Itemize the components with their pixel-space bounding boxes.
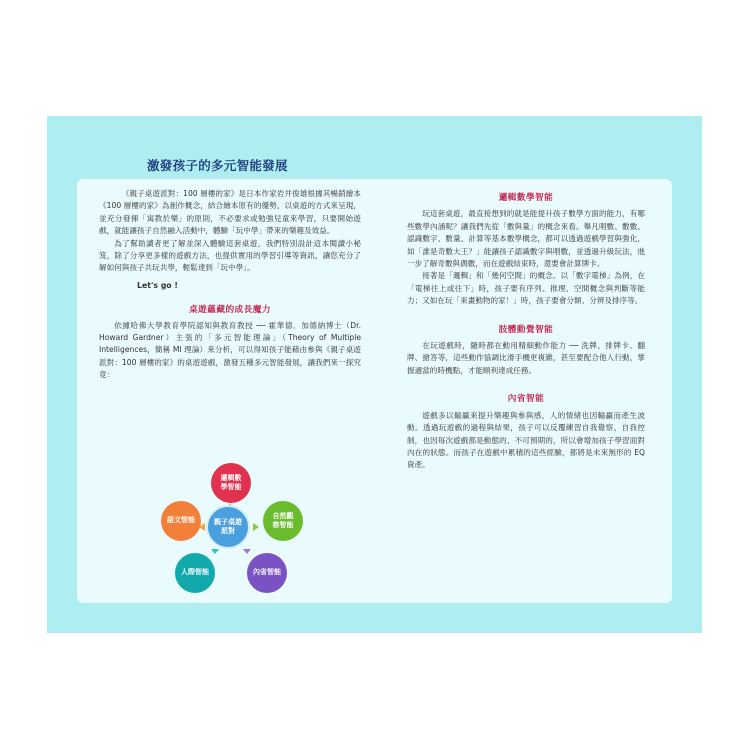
- logic-math-paragraph-2: 接著是「邏輯」和「幾何空間」的概念。以「數字電梯」為例，在「電梯往上或往下」時，孩子要有序列、推理、空間概念與判斷等能力；又如在玩「來畫動物的家！」時，孩子要會分類、分辨及排序等。: [407, 271, 645, 306]
- intrapersonal-label: 內省智能: [253, 568, 281, 577]
- language-bubble: [161, 501, 201, 541]
- arrow-down-left-icon: [211, 549, 219, 554]
- center-bubble: [206, 505, 250, 549]
- logic-math-bubble: [211, 463, 251, 503]
- nature-observation-label: 自然觀察智能: [272, 511, 294, 529]
- intrapersonal-bubble: [247, 553, 287, 593]
- section-heading-logic-math: 邏輯數學智能: [498, 193, 554, 203]
- arrow-down-right-icon: [243, 549, 251, 554]
- logic-math-paragraph-1: 玩這套桌遊，最直接想到的就是能提升孩子數學方面的能力，有哪些數學內涵呢？讓我們先從「數與量」的概念來看。舉凡唱數、數數、認識數字、數量、計算等基本數學概念，都可以透過遊戲學習與強化，如「誰是奇數大王？」能讓孩子認識數字與唱數，並透過升級玩法，進一步了解奇數與偶數，而在遊戲結束時，還要會計算牌卡。: [407, 209, 645, 269]
- mi-theory-paragraph: 依據哈佛大學教育學院認知與教育教授 ── 霍華德．加德納博士（Dr. Howard Gardner）主張的「多元智能理論」（Theory of Multiple Intelligences，簡稱 MI 理論）來分析，可以得知孩子能藉由參與《親子桌遊派對：100 層樓的家》的桌遊遊戲，激發五種多元智能發展，讓我們來一探究竟：: [99, 320, 361, 380]
- language-label: 語文智能: [167, 516, 195, 525]
- interpersonal-label: 人際智能: [181, 568, 209, 577]
- left-column: [99, 188, 361, 382]
- intro-paragraph-2: 為了幫助讀者更了解並深入體驗這套桌遊，我們特別設計這本閱讀小秘笈，除了分享更多樣的遊戲方法，也提供實用的學習引導等資訊，讓您充分了解如何與孩子共玩共學，輕鬆達到「玩中學」。: [99, 238, 361, 273]
- arrow-right-icon: [253, 523, 259, 531]
- center-label: 親子桌遊派對: [214, 517, 242, 535]
- section-heading-growth-magic: 桌遊蘊藏的成長魔力: [189, 305, 271, 316]
- intelligence-diagram: [155, 463, 305, 598]
- logic-math-label: 邏輯數學智能: [220, 473, 242, 491]
- right-column: [407, 192, 645, 472]
- lets-go-text: Let's go !: [137, 280, 178, 290]
- bodily-kinesthetic-paragraph: 在玩遊戲時，隨時都在動用精細動作能力 ── 洗牌、排牌卡、翻牌、搶答等，這些動作協調比滑手機更複雜，甚至要配合他人行動，掌握適當的時機點，才能順利達成任務。: [407, 341, 645, 375]
- intrapersonal-paragraph: 遊戲多以輸贏來提升樂趣與參與感，人的情緒也因輸贏而產生波動。透過玩遊戲的過程與結果，孩子可以反覆練習自我覺察、自我控制，也因每次遊戲都是動態的、不可預期的，所以會增加孩子學習面對內在的狀態。而孩子在遊戲中累積的這些經驗，都將是未來無形的 EQ 資產。: [407, 410, 645, 470]
- section-heading-intrapersonal: 內省智能: [507, 394, 545, 405]
- nature-observation-bubble: [263, 501, 303, 541]
- page-title: 激發孩子的多元智能發展: [147, 158, 288, 173]
- booklet-page: [47, 116, 702, 633]
- content-panel: [77, 179, 672, 603]
- intro-paragraph-1: 《親子桌遊派對：100 層樓的家》是日本作家岩井俊雄根據其暢銷繪本《100 層樓的家》為創作概念，結合繪本原有的優勢，以桌遊的方式來呈現，並充分發揮「寓教於樂」的原則，不必要求或勉強兒童來學習，只要開始遊戲，就能讓孩子自然融入活動中，體驗「玩中學」帶來的樂趣及效益。: [99, 189, 361, 236]
- interpersonal-bubble: [175, 553, 215, 593]
- section-heading-bodily-kinesthetic: 肢體動覺智能: [498, 324, 554, 335]
